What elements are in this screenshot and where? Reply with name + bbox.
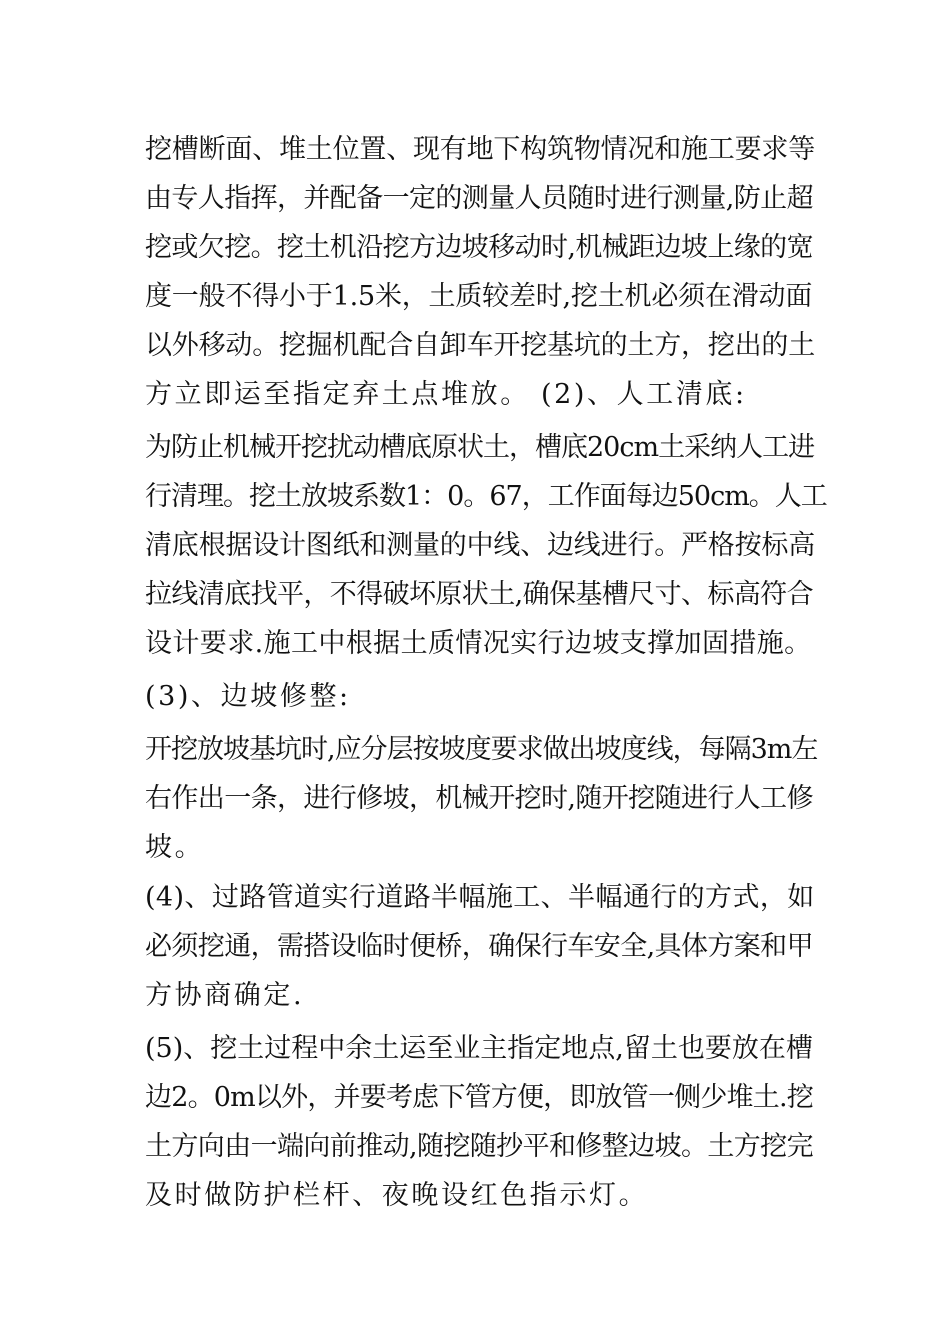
- text-line: 设计要求.施工中根据土质情况实行边坡支撑加固措施。: [145, 628, 812, 659]
- text-line: 行清理。挖土放坡系数1：0。67，工作面每边50cm。人工: [145, 481, 827, 512]
- section-heading: (3)、边坡修整:: [145, 681, 351, 712]
- text-line: 右作出一条，进行修坡，机械开挖时,随开挖随进行人工修: [145, 783, 813, 814]
- text-line: 边2。0m以外，并要考虑下管方便，即放管一侧少堆土.挖: [145, 1082, 813, 1113]
- text-line: 为防止机械开挖扰动槽底原状土，槽底20cm土采纳人工进: [145, 432, 815, 463]
- text-line: 拉线清底找平，不得破坏原状土,确保基槽尺寸、标高符合: [145, 579, 813, 610]
- text-line: 由专人指挥，并配备一定的测量人员随时进行测量,防止超: [145, 183, 813, 214]
- text-line: 清底根据设计图纸和测量的中线、边线进行。严格按标高: [145, 530, 815, 561]
- text-line: 开挖放坡基坑时,应分层按坡度要求做出坡度线，每隔3m左: [145, 734, 818, 765]
- text-line: 及时做防护栏杆、夜晚设红色指示灯。: [145, 1180, 649, 1211]
- section-heading-line: 方立即运至指定弃土点堆放。 (2)、人工清底:: [145, 379, 747, 410]
- text-line: 土方向由一端向前推动,随挖随抄平和修整边坡。土方挖完: [145, 1131, 813, 1162]
- text-line: 以外移动。挖掘机配合自卸车开挖基坑的土方，挖出的土: [145, 330, 815, 361]
- text-line: (4)、过路管道实行道路半幅施工、半幅通行的方式，如: [145, 882, 815, 913]
- text-line: 坡。: [145, 832, 205, 863]
- text-line: (5)、挖土过程中余土运至业主指定地点,留土也要放在槽: [145, 1033, 813, 1064]
- text-line: 必须挖通，需搭设临时便桥，确保行车安全,具体方案和甲: [145, 931, 813, 962]
- text-line: 度一般不得小于1.5米，土质较差时,挖土机必须在滑动面: [145, 281, 813, 312]
- text-line: 方协商确定.: [145, 980, 305, 1011]
- text-line: 挖槽断面、堆土位置、现有地下构筑物情况和施工要求等: [145, 134, 815, 165]
- text-line: 挖或欠挖。挖土机沿挖方边坡移动时,机械距边坡上缘的宽: [145, 232, 813, 263]
